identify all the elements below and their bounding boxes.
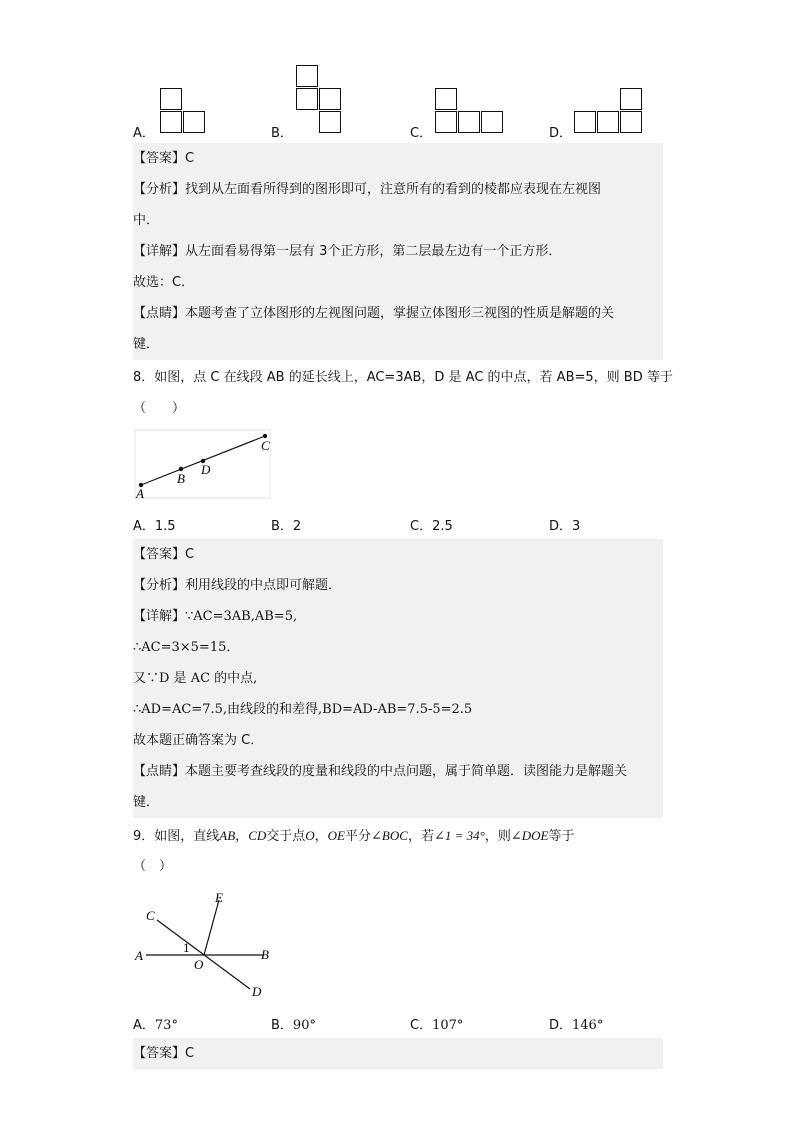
q7-comment-row — [133, 298, 663, 329]
label-b: B — [261, 947, 269, 962]
option-letter: A． — [133, 1018, 155, 1033]
detail-text-cont: 又∵D 是 AC 的中点, — [133, 671, 258, 686]
option-letter: D． — [549, 1018, 573, 1033]
q8-question-text: 8．如图，点 C 在线段 AB 的延长线上，AC=3AB，D 是 AC 的中点，若 AB=5，则 BD 等于 — [133, 370, 673, 385]
q8-line-segment-figure — [133, 428, 278, 503]
option-value: 2 — [292, 519, 302, 534]
q8-detail-row-3 — [133, 663, 663, 694]
analysis-tag: 【分析】 — [133, 578, 186, 593]
answer-tag: 【答案】 — [133, 151, 186, 166]
q7-answer-row — [133, 143, 663, 174]
comment-tag: 【点睛】 — [133, 306, 186, 321]
q7-detail-row-2 — [133, 267, 663, 298]
label-o: O — [194, 957, 204, 972]
label-a: A — [135, 948, 143, 963]
q9-text: ，则 — [484, 829, 511, 844]
label-a: A — [136, 486, 144, 501]
analysis-text-cont: 中． — [133, 213, 160, 228]
q9-angle-doe: ∠DOE — [510, 828, 549, 843]
q9-answer-row — [133, 1038, 663, 1069]
q9-line-cd: CD — [248, 828, 267, 843]
label-d: D — [252, 984, 262, 999]
comment-text: 本题主要考查线段的度量和线段的中点问题，属于简单题．读图能力是解题关 — [185, 764, 628, 779]
q7-option-c-figure — [435, 88, 507, 136]
q8-comment-row — [133, 756, 663, 787]
q8-option-b — [271, 515, 301, 534]
q8-detail-row-5 — [133, 725, 663, 756]
q9-text: ， — [314, 829, 328, 844]
option-letter: A． — [133, 519, 155, 534]
q9-option-d — [549, 1014, 603, 1033]
analysis-text: 利用线段的中点即可解题． — [185, 578, 342, 593]
q9-option-b — [271, 1014, 316, 1033]
q7-option-d-figure — [574, 88, 646, 136]
option-value: 146° — [572, 1018, 604, 1033]
q9-angle-1: ∠1 = 34° — [433, 828, 485, 843]
analysis-tag: 【分析】 — [133, 182, 186, 197]
answer-tag: 【答案】 — [133, 547, 186, 562]
label-b: B — [177, 471, 185, 486]
detail-text-cont: ∴AD=AC=7.5,由线段的和差得,BD=AD-AB=7.5-5=2.5 — [133, 702, 473, 717]
option-letter: B． — [271, 519, 293, 534]
option-letter: D． — [549, 519, 573, 534]
q9-question-blank: （ ） — [133, 859, 173, 874]
analysis-text: 找到从左面看所得到的图形即可，注意所有的看到的棱都应表现在左视图 — [185, 182, 602, 197]
q9-angle-boc: ∠BOC — [371, 828, 408, 843]
q9-text: ， — [235, 829, 249, 844]
label-c: C — [261, 438, 270, 453]
detail-text: ∵AC=3AB,AB=5, — [185, 609, 298, 624]
q9-text: 交于点 — [266, 829, 306, 844]
q9-text: 等于 — [548, 829, 575, 844]
q9-option-c — [410, 1014, 463, 1033]
q9-line-ab: AB — [219, 828, 236, 843]
option-letter: C． — [410, 519, 433, 534]
q8-comment-row-2 — [133, 787, 663, 818]
q9-text: 平分 — [345, 829, 372, 844]
detail-text-cont: 故选：C． — [133, 275, 195, 290]
detail-text: 从左面看易得第一层有 3个正方形，第二层最左边有一个正方形． — [185, 244, 562, 259]
q8-option-d — [549, 515, 580, 534]
comment-tag: 【点睛】 — [133, 764, 186, 779]
ray-oe — [204, 900, 219, 955]
detail-text-cont: ∴AC=3×5=15． — [133, 640, 240, 655]
answer-value: C — [185, 151, 195, 166]
q7-option-a-figure — [160, 88, 208, 136]
detail-text-cont: 故本题正确答案为 C． — [133, 733, 264, 748]
q9-ray-oe: OE — [327, 828, 346, 843]
label-angle-1: 1 — [183, 942, 190, 955]
q8-detail-row — [133, 601, 663, 632]
q9-question — [133, 820, 663, 851]
comment-text: 本题考查了立体图形的左视图问题，掌握立体图形三视图的性质是解题的关 — [185, 306, 615, 321]
q7-option-b-label: B． — [271, 126, 293, 141]
option-value: 90° — [292, 1018, 316, 1033]
q8-answer-row — [133, 539, 663, 570]
q7-option-d-label: D． — [549, 126, 573, 141]
q8-question-paren — [133, 393, 663, 424]
q7-analysis-row-2 — [133, 205, 663, 236]
comment-text-cont: 键． — [133, 795, 160, 810]
q7-analysis-row — [133, 174, 663, 205]
q8-detail-row-2 — [133, 632, 663, 663]
option-value: 73° — [154, 1018, 178, 1033]
q8-question-blank: （ ） — [133, 401, 186, 416]
q8-option-c — [410, 515, 453, 534]
q8-question — [133, 362, 673, 393]
option-letter: C． — [410, 1018, 433, 1033]
q8-analysis-row — [133, 570, 663, 601]
answer-value: C — [185, 1046, 195, 1061]
q8-detail-row-4 — [133, 694, 663, 725]
label-e: E — [215, 890, 223, 905]
label-d: D — [201, 462, 211, 477]
q7-detail-row — [133, 236, 663, 267]
q7-option-b-figure — [296, 65, 344, 135]
q9-intersecting-lines-figure — [133, 885, 278, 1003]
answer-value: C — [185, 547, 195, 562]
detail-tag: 【详解】 — [133, 244, 186, 259]
q9-text: ，若 — [407, 829, 434, 844]
q7-option-c-label: C． — [410, 126, 433, 141]
q7-option-a-label: A． — [133, 126, 155, 141]
q8-option-a — [133, 515, 176, 534]
detail-tag: 【详解】 — [133, 609, 186, 624]
option-letter: B． — [271, 1018, 293, 1033]
label-c: C — [146, 908, 155, 923]
option-value: 2.5 — [432, 519, 453, 534]
answer-tag: 【答案】 — [133, 1046, 186, 1061]
option-value: 107° — [432, 1018, 464, 1033]
q7-comment-row-2 — [133, 329, 663, 360]
q9-question-paren — [133, 851, 663, 882]
q9-point-o: O — [305, 828, 315, 843]
q9-text: 9．如图，直线 — [133, 829, 220, 844]
option-value: 3 — [572, 519, 581, 534]
option-value: 1.5 — [154, 519, 176, 534]
q9-option-a — [133, 1014, 178, 1033]
comment-text-cont: 键． — [133, 337, 160, 352]
